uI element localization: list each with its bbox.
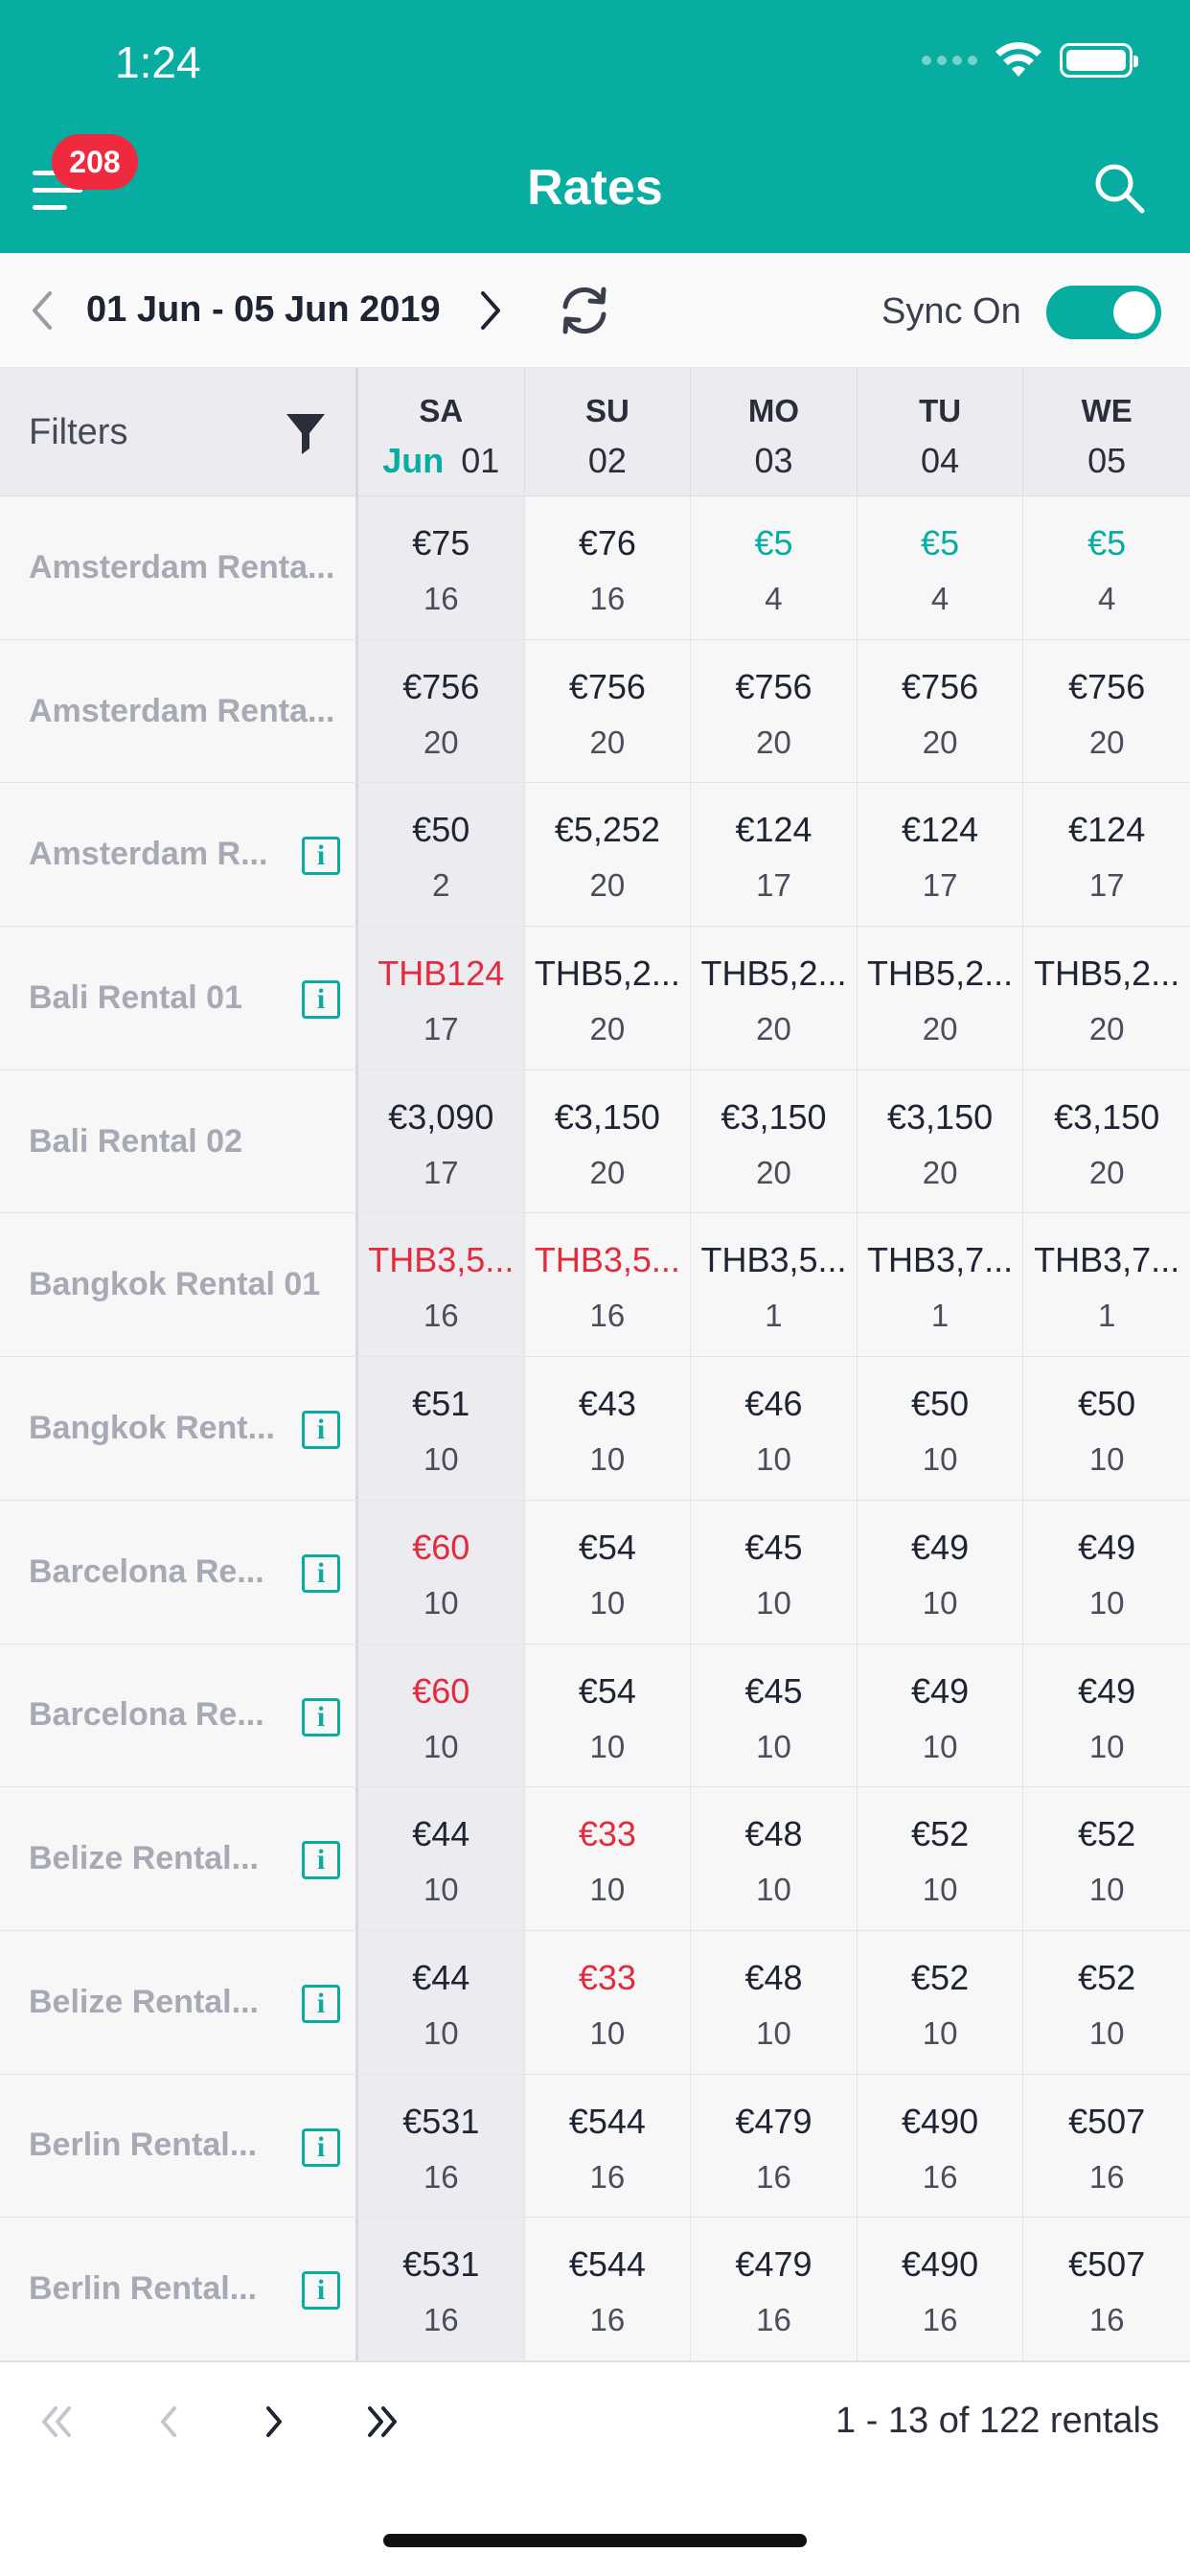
rate-availability: 20 xyxy=(589,1154,626,1190)
rate-availability: 10 xyxy=(423,1441,459,1478)
rate-cell[interactable] xyxy=(525,640,692,783)
rate-cell[interactable] xyxy=(691,1213,858,1356)
rate-cell[interactable] xyxy=(358,1213,525,1356)
rate-availability: 1 xyxy=(765,1298,783,1334)
rate-availability: 10 xyxy=(1088,1872,1125,1908)
rental-name-cell[interactable] xyxy=(0,1070,358,1213)
pagination-bar xyxy=(0,2361,1190,2480)
info-icon[interactable]: i xyxy=(302,1411,340,1449)
rate-cell[interactable] xyxy=(1023,1070,1190,1213)
battery-icon xyxy=(1060,43,1133,78)
rate-price: €43 xyxy=(578,1384,636,1424)
rate-cell[interactable] xyxy=(1023,2218,1190,2360)
rate-price: THB124 xyxy=(378,954,505,994)
rate-availability: 10 xyxy=(423,1872,459,1908)
day-header xyxy=(525,368,692,495)
rate-price: €756 xyxy=(735,666,812,706)
rate-availability: 20 xyxy=(589,1011,626,1047)
rate-cell[interactable] xyxy=(525,1931,692,2074)
rate-price: €52 xyxy=(911,1814,970,1854)
rate-price: €756 xyxy=(902,666,979,706)
rental-row xyxy=(0,1787,1190,1931)
rate-cell[interactable] xyxy=(691,1501,858,1644)
rate-availability: 10 xyxy=(1088,1728,1125,1764)
rate-availability: 4 xyxy=(1097,581,1116,616)
page-title: Rates xyxy=(527,160,663,216)
rate-price: €49 xyxy=(1078,1670,1136,1711)
rental-name: Bali Rental 01 xyxy=(29,978,242,1016)
rate-cell[interactable] xyxy=(691,1357,858,1500)
rate-price: €60 xyxy=(412,1670,470,1711)
previous-week-icon[interactable] xyxy=(23,286,61,335)
rental-row xyxy=(0,927,1190,1070)
day-number xyxy=(691,441,857,481)
rental-name-cell[interactable] xyxy=(0,496,358,639)
day-number xyxy=(358,441,524,481)
rate-availability: 10 xyxy=(589,1872,626,1908)
rate-price: €52 xyxy=(1078,1814,1136,1854)
rate-availability: 20 xyxy=(589,867,626,904)
toggle-knob xyxy=(1113,291,1156,334)
rate-cell[interactable] xyxy=(691,640,858,783)
rate-availability: 10 xyxy=(423,1728,459,1764)
rate-price: THB3,7... xyxy=(867,1240,1014,1280)
day-name: SU xyxy=(584,393,629,428)
rate-cell[interactable] xyxy=(1023,1644,1190,1787)
rate-availability: 10 xyxy=(589,1584,626,1621)
rate-availability: 20 xyxy=(1088,724,1125,760)
rate-cell[interactable] xyxy=(358,1931,525,2074)
rate-price: €51 xyxy=(412,1384,470,1424)
rate-price: €52 xyxy=(1078,1957,1136,1997)
rate-cell[interactable] xyxy=(1023,1931,1190,2074)
rate-price: €76 xyxy=(578,523,636,563)
notification-badge: 208 xyxy=(52,134,138,190)
rate-availability: 10 xyxy=(756,1728,791,1764)
rental-row xyxy=(0,1931,1190,2075)
rate-price: €5 xyxy=(921,523,960,563)
sync-label: Sync On xyxy=(881,291,1021,332)
rate-price: €490 xyxy=(902,2244,979,2285)
rate-availability: 20 xyxy=(589,724,626,760)
rental-name: Barcelona Re... xyxy=(29,1552,264,1590)
rate-price: €45 xyxy=(744,1527,803,1567)
rate-price: €46 xyxy=(744,1384,803,1424)
sync-toggle[interactable] xyxy=(1046,286,1161,339)
rental-row xyxy=(0,2218,1190,2361)
rate-cell[interactable] xyxy=(1023,927,1190,1070)
rate-price: €531 xyxy=(402,2101,480,2141)
rental-row xyxy=(0,2075,1190,2219)
rental-name-cell[interactable] xyxy=(0,1213,358,1356)
rate-availability: 16 xyxy=(756,2158,791,2195)
rate-price: €50 xyxy=(412,810,470,850)
day-name: SA xyxy=(419,393,464,428)
rate-availability: 16 xyxy=(589,2302,626,2338)
rental-row xyxy=(0,1070,1190,1214)
rental-row xyxy=(0,1213,1190,1357)
rental-name-cell[interactable] xyxy=(0,640,358,783)
rate-price: €50 xyxy=(911,1384,970,1424)
rental-row xyxy=(0,1501,1190,1644)
rate-price: THB3,7... xyxy=(1034,1240,1180,1280)
rate-availability: 4 xyxy=(930,581,950,616)
rental-name-cell[interactable] xyxy=(0,1931,358,2074)
rate-price: €44 xyxy=(412,1957,470,1997)
rental-name-cell[interactable] xyxy=(0,927,358,1070)
next-week-icon[interactable] xyxy=(471,286,510,335)
pagination-status: 1 - 13 of 122 rentals xyxy=(835,2401,1159,2441)
rate-cell[interactable] xyxy=(858,1644,1024,1787)
rate-price: €479 xyxy=(735,2101,812,2141)
rental-name-cell[interactable] xyxy=(0,2218,358,2360)
rate-availability: 20 xyxy=(423,724,459,760)
rental-row xyxy=(0,1644,1190,1788)
day-header xyxy=(691,368,858,495)
rate-availability: 10 xyxy=(756,1441,791,1478)
day-header xyxy=(1023,368,1190,495)
rate-cell[interactable] xyxy=(358,1357,525,1500)
rate-availability: 17 xyxy=(756,867,791,904)
rate-availability: 10 xyxy=(756,1872,791,1908)
day-date: 04 xyxy=(921,441,960,480)
rate-price: €756 xyxy=(568,666,646,706)
rate-price: €3,090 xyxy=(388,1096,494,1137)
rate-availability: 20 xyxy=(756,1154,791,1190)
day-date: 03 xyxy=(754,441,793,480)
rental-name: Barcelona Re... xyxy=(29,1696,264,1734)
info-icon[interactable]: i xyxy=(302,1698,340,1736)
rate-price: €49 xyxy=(1078,1527,1136,1567)
rental-name-cell[interactable] xyxy=(0,1787,358,1930)
rate-price: €756 xyxy=(402,666,480,706)
rate-cell[interactable] xyxy=(525,1644,692,1787)
rate-cell[interactable] xyxy=(691,496,858,639)
rate-price: €124 xyxy=(1068,810,1146,850)
rate-cell[interactable] xyxy=(358,496,525,639)
rate-availability: 16 xyxy=(922,2302,958,2338)
refresh-icon[interactable] xyxy=(554,280,615,341)
rate-price: €54 xyxy=(578,1670,636,1711)
rate-price: €44 xyxy=(412,1814,470,1854)
rate-cell[interactable] xyxy=(1023,783,1190,926)
rate-availability: 17 xyxy=(423,1154,459,1190)
rate-price: €50 xyxy=(1078,1384,1136,1424)
day-date: 02 xyxy=(587,441,627,480)
rate-cell[interactable] xyxy=(1023,1787,1190,1930)
rate-cell[interactable] xyxy=(525,1070,692,1213)
rate-availability: 10 xyxy=(922,1441,958,1478)
rate-availability: 16 xyxy=(589,1298,626,1334)
rate-availability: 16 xyxy=(1088,2158,1125,2195)
rate-availability: 16 xyxy=(922,2158,958,2195)
rate-cell[interactable] xyxy=(1023,2075,1190,2218)
rate-price: €531 xyxy=(402,2244,480,2285)
grid-header xyxy=(0,368,1190,496)
rate-availability: 10 xyxy=(1088,2014,1125,2051)
rate-availability: 16 xyxy=(423,2158,459,2195)
rate-availability: 10 xyxy=(922,1872,958,1908)
rate-cell[interactable] xyxy=(358,1070,525,1213)
rate-availability: 17 xyxy=(922,867,958,904)
info-icon[interactable]: i xyxy=(302,837,340,875)
rate-price: €544 xyxy=(568,2244,646,2285)
day-number xyxy=(525,441,691,481)
rental-name: Belize Rental... xyxy=(29,1983,259,2020)
day-number xyxy=(858,441,1023,481)
rate-cell[interactable] xyxy=(858,1213,1024,1356)
rate-price: THB3,5... xyxy=(534,1240,680,1280)
status-time: 1:24 xyxy=(115,37,201,87)
rate-cell[interactable] xyxy=(858,2075,1024,2218)
rate-price: €3,150 xyxy=(721,1096,827,1137)
rate-price: THB5,2... xyxy=(700,954,847,994)
rate-cell[interactable] xyxy=(358,927,525,1070)
rate-availability: 17 xyxy=(1088,867,1125,904)
rate-price: €45 xyxy=(744,1670,803,1711)
day-name: MO xyxy=(747,393,800,428)
rate-cell[interactable] xyxy=(858,1931,1024,2074)
rate-cell[interactable] xyxy=(358,1787,525,1930)
rate-availability: 16 xyxy=(589,2158,626,2195)
rate-cell[interactable] xyxy=(1023,1357,1190,1500)
rate-cell[interactable] xyxy=(525,783,692,926)
rate-cell[interactable] xyxy=(525,1357,692,1500)
rental-row xyxy=(0,1357,1190,1501)
rate-price: €3,150 xyxy=(887,1096,994,1137)
rate-price: €5 xyxy=(1087,523,1127,563)
rate-cell[interactable] xyxy=(525,1213,692,1356)
next-page-icon[interactable] xyxy=(251,2399,297,2445)
rate-availability: 1 xyxy=(1097,1298,1116,1334)
filter-icon[interactable] xyxy=(285,410,327,456)
rate-price: €33 xyxy=(578,1957,636,1997)
rate-availability: 20 xyxy=(756,724,791,760)
rate-price: €49 xyxy=(911,1670,970,1711)
rate-availability: 20 xyxy=(1088,1154,1125,1190)
rental-row xyxy=(0,496,1190,640)
filters-label: Filters xyxy=(29,412,128,452)
rental-name-cell[interactable] xyxy=(0,2075,358,2218)
rate-price: THB5,2... xyxy=(1034,954,1180,994)
rate-price: €3,150 xyxy=(554,1096,660,1137)
rate-availability: 10 xyxy=(589,2014,626,2051)
rate-price: €60 xyxy=(412,1527,470,1567)
rate-cell[interactable] xyxy=(858,1501,1024,1644)
info-icon[interactable]: i xyxy=(302,1554,340,1593)
rate-availability: 16 xyxy=(423,1298,459,1334)
rate-cell[interactable] xyxy=(1023,1501,1190,1644)
rate-cell[interactable] xyxy=(858,783,1024,926)
rental-name-cell[interactable] xyxy=(0,1501,358,1644)
status-icons xyxy=(922,42,1133,79)
rate-availability: 10 xyxy=(756,2014,791,2051)
rental-name-cell[interactable] xyxy=(0,1644,358,1787)
day-header xyxy=(358,368,525,495)
rate-price: €3,150 xyxy=(1054,1096,1160,1137)
info-icon[interactable]: i xyxy=(302,980,340,1019)
rental-name-cell[interactable] xyxy=(0,783,358,926)
rate-availability: 17 xyxy=(423,1011,459,1047)
rate-price: €544 xyxy=(568,2101,646,2141)
rate-price: €507 xyxy=(1068,2244,1146,2285)
rate-price: €54 xyxy=(578,1527,636,1567)
day-date: 05 xyxy=(1087,441,1127,480)
rate-availability: 20 xyxy=(922,1011,958,1047)
rate-availability: 16 xyxy=(756,2302,791,2338)
rate-price: €75 xyxy=(412,523,470,563)
rate-availability: 16 xyxy=(589,581,626,616)
rate-availability: 10 xyxy=(1088,1584,1125,1621)
rate-cell[interactable] xyxy=(691,1644,858,1787)
date-toolbar xyxy=(0,253,1190,368)
rental-name: Amsterdam Renta... xyxy=(29,692,335,729)
rate-price: THB3,5... xyxy=(368,1240,515,1280)
rate-cell[interactable] xyxy=(858,2218,1024,2360)
rate-price: €756 xyxy=(1068,666,1146,706)
rate-availability: 16 xyxy=(1088,2302,1125,2338)
rate-availability: 10 xyxy=(423,2014,459,2051)
info-icon[interactable]: i xyxy=(302,1841,340,1879)
rate-cell[interactable] xyxy=(691,2075,858,2218)
rental-name: Amsterdam Renta... xyxy=(29,548,335,586)
rate-cell[interactable] xyxy=(858,1070,1024,1213)
rate-price: THB5,2... xyxy=(534,954,680,994)
rates-grid xyxy=(0,368,1190,2361)
rate-cell[interactable] xyxy=(525,2075,692,2218)
rental-name: Bangkok Rental 01 xyxy=(29,1266,321,1303)
rate-price: €479 xyxy=(735,2244,812,2285)
rate-price: €124 xyxy=(735,810,812,850)
rate-cell[interactable] xyxy=(858,1787,1024,1930)
rate-cell[interactable] xyxy=(691,1070,858,1213)
rental-row xyxy=(0,640,1190,784)
rate-availability: 10 xyxy=(922,1584,958,1621)
rate-cell[interactable] xyxy=(691,2218,858,2360)
rate-availability: 10 xyxy=(922,1728,958,1764)
rate-availability: 10 xyxy=(423,1584,459,1621)
search-icon[interactable] xyxy=(1090,159,1148,217)
rate-availability: 10 xyxy=(756,1584,791,1621)
app-header xyxy=(0,0,1190,253)
signal-icon xyxy=(922,56,977,65)
rate-price: €5,252 xyxy=(554,810,660,850)
rate-cell[interactable] xyxy=(1023,640,1190,783)
rate-cell[interactable] xyxy=(358,783,525,926)
day-number xyxy=(1023,441,1190,481)
info-icon[interactable]: i xyxy=(302,2271,340,2310)
filters-button[interactable] xyxy=(0,368,358,495)
rate-availability: 1 xyxy=(930,1298,950,1334)
first-page-icon[interactable] xyxy=(34,2399,80,2445)
rate-cell[interactable] xyxy=(525,1501,692,1644)
info-icon[interactable]: i xyxy=(302,1985,340,2023)
rate-price: €5 xyxy=(754,523,793,563)
rate-cell[interactable] xyxy=(525,927,692,1070)
rate-cell[interactable] xyxy=(525,2218,692,2360)
rate-cell[interactable] xyxy=(358,2218,525,2360)
rate-cell[interactable] xyxy=(858,640,1024,783)
rate-price: €49 xyxy=(911,1527,970,1567)
previous-page-icon[interactable] xyxy=(146,2399,192,2445)
rental-row xyxy=(0,783,1190,927)
rate-cell[interactable] xyxy=(858,1357,1024,1500)
rate-price: €507 xyxy=(1068,2101,1146,2141)
rate-availability: 2 xyxy=(432,867,450,904)
wifi-icon xyxy=(995,42,1042,79)
rate-cell[interactable] xyxy=(691,783,858,926)
day-header xyxy=(858,368,1024,495)
day-name: WE xyxy=(1081,393,1133,428)
rental-name-cell[interactable] xyxy=(0,1357,358,1500)
rate-cell[interactable] xyxy=(358,1644,525,1787)
rate-availability: 20 xyxy=(1088,1011,1125,1047)
rate-cell[interactable] xyxy=(858,496,1024,639)
rate-availability: 4 xyxy=(765,581,783,616)
rate-availability: 10 xyxy=(922,2014,958,2051)
rate-price: €490 xyxy=(902,2101,979,2141)
day-name: TU xyxy=(919,393,962,428)
rate-availability: 10 xyxy=(1088,1441,1125,1478)
rate-availability: 10 xyxy=(589,1728,626,1764)
day-date: 01 xyxy=(461,441,500,480)
rate-price: €33 xyxy=(578,1814,636,1854)
rate-cell[interactable] xyxy=(358,2075,525,2218)
home-indicator xyxy=(383,2534,807,2547)
rate-cell[interactable] xyxy=(691,1931,858,2074)
rate-price: THB3,5... xyxy=(700,1240,847,1280)
rate-availability: 20 xyxy=(922,1154,958,1190)
rental-name: Belize Rental... xyxy=(29,1840,259,1877)
rate-availability: 16 xyxy=(423,2302,459,2338)
rental-name: Berlin Rental... xyxy=(29,2270,258,2308)
rate-cell[interactable] xyxy=(1023,496,1190,639)
rate-availability: 16 xyxy=(423,581,459,616)
rate-price: €48 xyxy=(744,1957,803,1997)
rental-name: Bangkok Rent... xyxy=(29,1409,275,1446)
rate-cell[interactable] xyxy=(858,927,1024,1070)
rate-cell[interactable] xyxy=(525,1787,692,1930)
rental-name: Amsterdam R... xyxy=(29,836,268,873)
rate-cell[interactable] xyxy=(358,640,525,783)
rate-availability: 20 xyxy=(922,724,958,760)
rate-cell[interactable] xyxy=(525,496,692,639)
day-month: Jun xyxy=(382,441,445,480)
rate-cell[interactable] xyxy=(358,1501,525,1644)
rental-name: Berlin Rental... xyxy=(29,2127,258,2164)
rate-cell[interactable] xyxy=(691,1787,858,1930)
rate-price: €124 xyxy=(902,810,979,850)
rate-cell[interactable] xyxy=(691,927,858,1070)
rental-name: Bali Rental 02 xyxy=(29,1122,242,1160)
rate-cell[interactable] xyxy=(1023,1213,1190,1356)
info-icon[interactable]: i xyxy=(302,2128,340,2167)
rate-price: €52 xyxy=(911,1957,970,1997)
rate-availability: 20 xyxy=(756,1011,791,1047)
last-page-icon[interactable] xyxy=(358,2399,404,2445)
rate-price: THB5,2... xyxy=(867,954,1014,994)
rate-availability: 10 xyxy=(589,1441,626,1478)
rate-price: €48 xyxy=(744,1814,803,1854)
date-range-label[interactable]: 01 Jun - 05 Jun 2019 xyxy=(86,289,441,330)
